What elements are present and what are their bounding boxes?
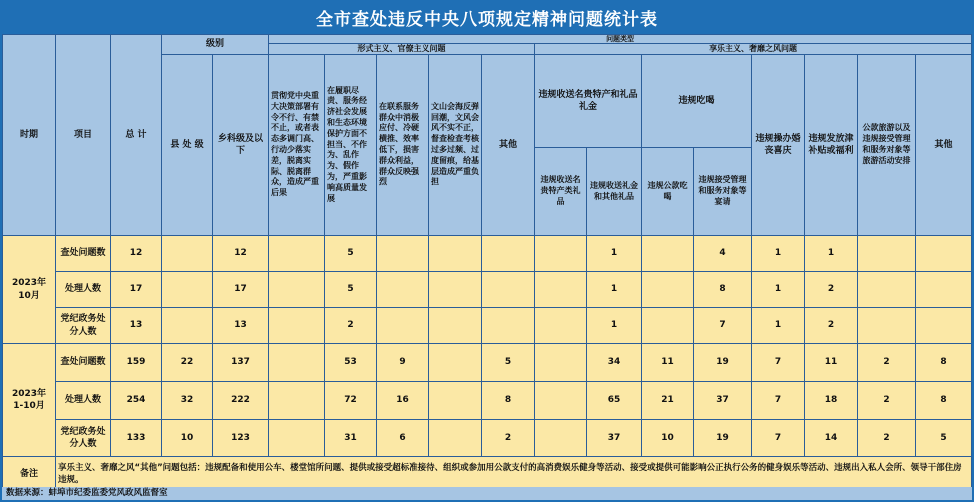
cell [377,272,429,308]
cell: 11 [805,344,858,382]
cell: 13 [213,308,269,344]
header-formalism-4: 文山会海反弹回潮，文风会风不实不正，督查检查考核过多过频、过度留痕，给基层造成严重负担 [429,55,482,236]
header-eat-banquet: 违规接受管理和服务对象等宴请 [694,148,752,236]
cell [642,308,694,344]
cell [269,236,325,272]
cell [429,382,482,420]
data-source: 数据来源：蚌埠市纪委监委党风政风监督室 [2,487,972,500]
cell: 19 [694,420,752,457]
statistics-table [2,34,972,493]
cell: 8 [916,382,972,420]
cell [916,272,972,308]
cell [162,308,213,344]
header-formalism-3: 在联系服务群众中消极应付、冷硬横推、效率低下，损害群众利益，群众反映强烈 [377,55,429,236]
cell: 12 [213,236,269,272]
cell [162,236,213,272]
cell [269,308,325,344]
cell: 2 [482,420,535,457]
cell: 5 [916,420,972,457]
header-level-township: 乡科级及以下 [213,55,269,236]
header-eat-group: 违规吃喝 [642,55,752,148]
header-eat-public: 违规公款吃喝 [642,148,694,236]
cell: 37 [694,382,752,420]
cell: 7 [752,420,805,457]
header-formalism-other: 其他 [482,55,535,236]
cell [269,344,325,382]
header-travel: 公款旅游以及违规接受管理和服务对象等旅游活动安排 [858,55,916,236]
cell [858,272,916,308]
header-formalism-group: 形式主义、官僚主义问题 [269,44,535,55]
cell [482,272,535,308]
cell: 1 [587,272,642,308]
cell [535,272,587,308]
cell: 7 [752,344,805,382]
cell [642,236,694,272]
cell [269,420,325,457]
cell: 133 [111,420,162,457]
cell: 7 [694,308,752,344]
cell: 1 [752,308,805,344]
header-item: 项目 [56,35,111,236]
cell: 5 [482,344,535,382]
cell: 5 [325,236,377,272]
note-label: 备注 [3,457,56,493]
row-item: 查处问题数 [56,344,111,382]
row-item: 处理人数 [56,382,111,420]
cell [429,308,482,344]
cell [642,272,694,308]
cell [482,308,535,344]
cell: 254 [111,382,162,420]
header-total: 总 计 [111,35,162,236]
note-text: 享乐主义、奢靡之风“其他”问题包括：违规配备和使用公车、楼堂馆所问题、提供或接受超标准接待、组织或参加用公款支付的高消费娱乐健身等活动、接受或提供可能影响公正执行公务的健身娱乐等活动、违规出入私人会所、领导干部住房违规。 [56,457,972,493]
cell: 1 [752,272,805,308]
cell: 5 [325,272,377,308]
cell [535,308,587,344]
cell: 1 [587,308,642,344]
header-hedonism-group: 享乐主义、奢靡之风问题 [535,44,972,55]
row-item: 党纪政务处分人数 [56,420,111,457]
cell: 10 [642,420,694,457]
cell: 1 [587,236,642,272]
cell: 4 [694,236,752,272]
cell: 16 [377,382,429,420]
cell: 8 [916,344,972,382]
cell [429,236,482,272]
cell: 222 [213,382,269,420]
cell [269,272,325,308]
cell: 8 [482,382,535,420]
cell: 19 [694,344,752,382]
cell [535,344,587,382]
cell [429,420,482,457]
cell: 8 [694,272,752,308]
header-gift-group: 违规收送名贵特产和礼品礼金 [535,55,642,148]
cell: 21 [642,382,694,420]
cell [377,308,429,344]
cell [429,272,482,308]
cell: 34 [587,344,642,382]
cell: 13 [111,308,162,344]
header-formalism-2: 在履职尽责、服务经济社会发展和生态环境保护方面不担当、不作为、乱作为、假作为，严重影响高质量发展 [325,55,377,236]
cell: 53 [325,344,377,382]
cell: 37 [587,420,642,457]
header-violation-group: 问题类型 [269,35,972,44]
header-period: 时期 [3,35,56,236]
cell: 2 [805,308,858,344]
cell [916,308,972,344]
cell [269,382,325,420]
cell [535,382,587,420]
header-subsidy: 违规发放津补贴或福利 [805,55,858,236]
cell [482,236,535,272]
row-item: 党纪政务处分人数 [56,308,111,344]
cell: 2 [805,272,858,308]
cell: 2 [858,382,916,420]
header-wedding: 违规操办婚丧喜庆 [752,55,805,236]
cell: 22 [162,344,213,382]
cell [858,308,916,344]
page-title: 全市查处违反中央八项规定精神问题统计表 [316,9,658,30]
cell: 31 [325,420,377,457]
cell: 12 [111,236,162,272]
cell: 7 [752,382,805,420]
cell [858,236,916,272]
cell: 11 [642,344,694,382]
cell: 18 [805,382,858,420]
cell [377,236,429,272]
period-cell: 2023年 10月 [3,236,56,344]
cell: 137 [213,344,269,382]
row-item: 处理人数 [56,272,111,308]
cell: 32 [162,382,213,420]
header-level-group: 级别 [162,35,269,55]
cell: 2 [325,308,377,344]
cell [535,420,587,457]
cell: 65 [587,382,642,420]
cell [162,272,213,308]
header-gift-cash: 违规收送礼金和其他礼品 [587,148,642,236]
header-hedonism-other: 其他 [916,55,972,236]
header-gift-specialty: 违规收送名贵特产类礼品 [535,148,587,236]
cell: 159 [111,344,162,382]
cell: 1 [805,236,858,272]
cell: 2 [858,420,916,457]
cell: 6 [377,420,429,457]
header-level-county: 县 处 级 [162,55,213,236]
cell [916,236,972,272]
cell: 2 [858,344,916,382]
cell: 17 [111,272,162,308]
cell: 123 [213,420,269,457]
period-cell: 2023年 1-10月 [3,344,56,457]
row-item: 查处问题数 [56,236,111,272]
cell: 1 [752,236,805,272]
header-formalism-1: 贯彻党中央重大决策部署有令不行、有禁不止，或者表态多调门高、行动少落实差，脱离实际、脱离群众，造成严重后果 [269,55,325,236]
cell [535,236,587,272]
cell: 14 [805,420,858,457]
cell: 10 [162,420,213,457]
cell: 17 [213,272,269,308]
cell [429,344,482,382]
cell: 72 [325,382,377,420]
cell: 9 [377,344,429,382]
